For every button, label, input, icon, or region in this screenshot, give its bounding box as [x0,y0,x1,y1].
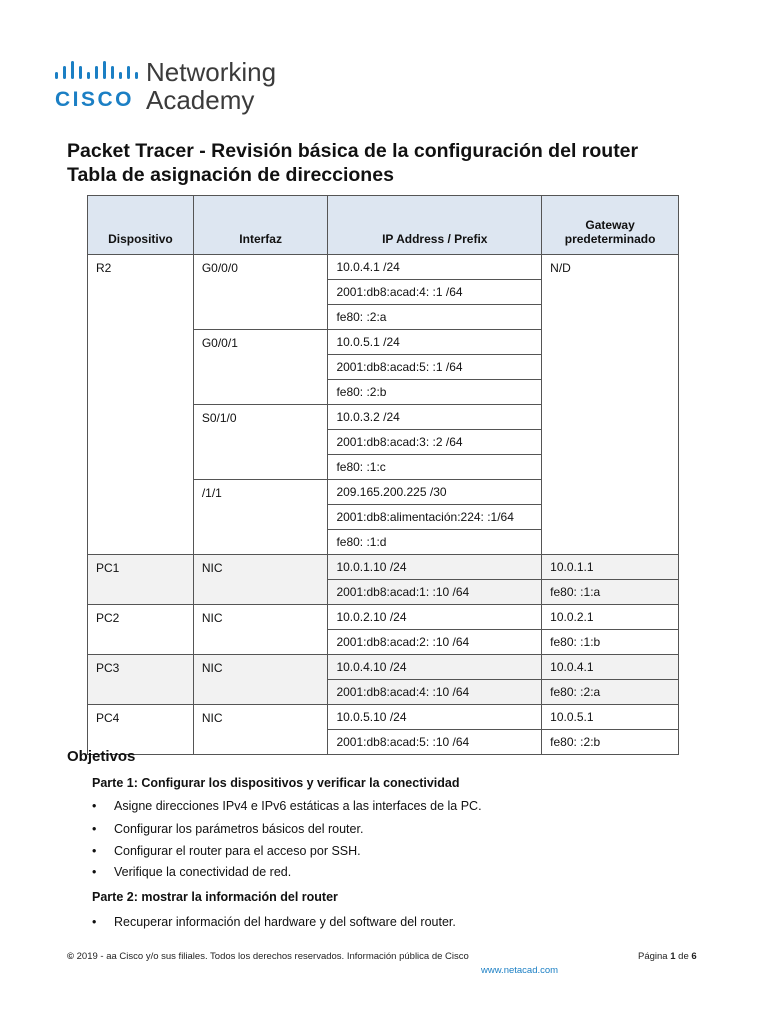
bullet-icon: • [92,844,97,858]
cell-ip: fe80: :1:d [328,530,542,555]
cell-ip: 10.0.5.1 /24 [328,330,542,355]
cell-ip: 209.165.200.225 /30 [328,480,542,505]
cell-ip: 2001:db8:acad:1: :10 /64 [328,580,542,605]
list-item [92,822,363,836]
cell-ip: 2001:db8:acad:4: :10 /64 [328,680,542,705]
cell-interface: S0/1/0 [193,405,328,480]
list-item [92,799,482,813]
page-prefix: Página [638,951,668,962]
cell-interface: NIC [193,655,328,705]
cell-interface: G0/0/1 [193,330,328,405]
cell-ip: 10.0.4.1 /24 [328,255,542,280]
cell-gateway: N/D [542,255,679,555]
cell-ip: 10.0.4.10 /24 [328,655,542,680]
copyright-text: 2019 - aa Cisco y/o sus filiales. Todos los derechos reservados. Información pública de Cisco [76,951,469,962]
cell-ip: 2001:db8:acad:5: :10 /64 [328,730,542,755]
list-item-text: Configurar el router para el acceso por SSH. [114,844,361,858]
netacad-link[interactable]: www.netacad.com [481,965,559,976]
cell-gateway: fe80: :1:b [542,630,679,655]
footer-copyright [67,951,469,962]
cell-interface: NIC [193,605,328,655]
header-gateway: Gateway predeterminado [542,196,679,255]
part-2-heading: Parte 2: mostrar la información del router [92,890,338,904]
bullet-icon: • [92,799,97,813]
cell-ip: 2001:db8:acad:3: :2 /64 [328,430,542,455]
cell-device: PC2 [88,605,194,655]
cell-ip: 2001:db8:acad:2: :10 /64 [328,630,542,655]
page-sep: de [678,951,689,962]
header-ip-address: IP Address / Prefix [328,196,542,255]
bullet-icon: • [92,915,97,929]
table-row [88,655,679,680]
cell-gateway: 10.0.4.1 [542,655,679,680]
cell-ip: 2001:db8:alimentación:224: :1/64 [328,505,542,530]
objectives-heading: Objetivos [67,748,136,765]
bullet-icon: • [92,865,97,879]
table-row [88,705,679,730]
table-row [88,605,679,630]
header-device: Dispositivo [88,196,194,255]
part-1-heading: Parte 1: Configurar los dispositivos y verificar la conectividad [92,776,460,790]
logo-networking-text: Networking [146,57,277,87]
cell-gateway: fe80: :2:a [542,680,679,705]
cisco-wordmark: CISCO [55,88,135,111]
list-item-text: Recuperar información del hardware y del software del router. [114,915,456,929]
section-title-address-table: Tabla de asignación de direcciones [67,164,394,186]
table-row [88,255,679,280]
table-header-row [88,196,679,255]
page-total: 6 [691,951,697,962]
cell-interface: NIC [193,705,328,755]
addressing-table [87,195,679,755]
cell-gateway: 10.0.2.1 [542,605,679,630]
cell-device: PC1 [88,555,194,605]
list-item-text: Configurar los parámetros básicos del router. [114,822,364,836]
cell-interface: NIC [193,555,328,605]
list-item-text: Asigne direcciones IPv4 e IPv6 estáticas a las interfaces de la PC. [114,799,482,813]
document-title: Packet Tracer - Revisión básica de la configuración del router [67,140,639,162]
footer-page-number [638,951,697,962]
page-current: 1 [670,951,676,962]
header-interface: Interfaz [193,196,328,255]
list-item [92,915,456,929]
list-item-text: Verifique la conectividad de red. [114,865,292,879]
cisco-bars-icon [54,60,146,84]
logo-academy-text: Academy [146,85,255,115]
bullet-icon: • [92,822,97,836]
list-item [92,865,291,879]
cell-ip: 10.0.2.10 /24 [328,605,542,630]
cell-interface: G0/0/0 [193,255,328,330]
cell-ip: fe80: :2:a [328,305,542,330]
cell-gateway: 10.0.1.1 [542,555,679,580]
cisco-networking-academy-logo [54,58,314,118]
cell-device: PC4 [88,705,194,755]
table-row [88,555,679,580]
cell-gateway: fe80: :1:a [542,580,679,605]
cell-interface: /1/1 [193,480,328,555]
cell-ip: 10.0.5.10 /24 [328,705,542,730]
copyright-icon: © [67,951,74,962]
cell-gateway: fe80: :2:b [542,730,679,755]
cell-gateway: 10.0.5.1 [542,705,679,730]
cell-ip: fe80: :2:b [328,380,542,405]
cell-ip: 10.0.3.2 /24 [328,405,542,430]
cell-ip: 2001:db8:acad:4: :1 /64 [328,280,542,305]
cell-ip: 2001:db8:acad:5: :1 /64 [328,355,542,380]
cell-device: R2 [88,255,194,555]
cell-ip: 10.0.1.10 /24 [328,555,542,580]
cell-device: PC3 [88,655,194,705]
list-item [92,844,361,858]
cell-ip: fe80: :1:c [328,455,542,480]
